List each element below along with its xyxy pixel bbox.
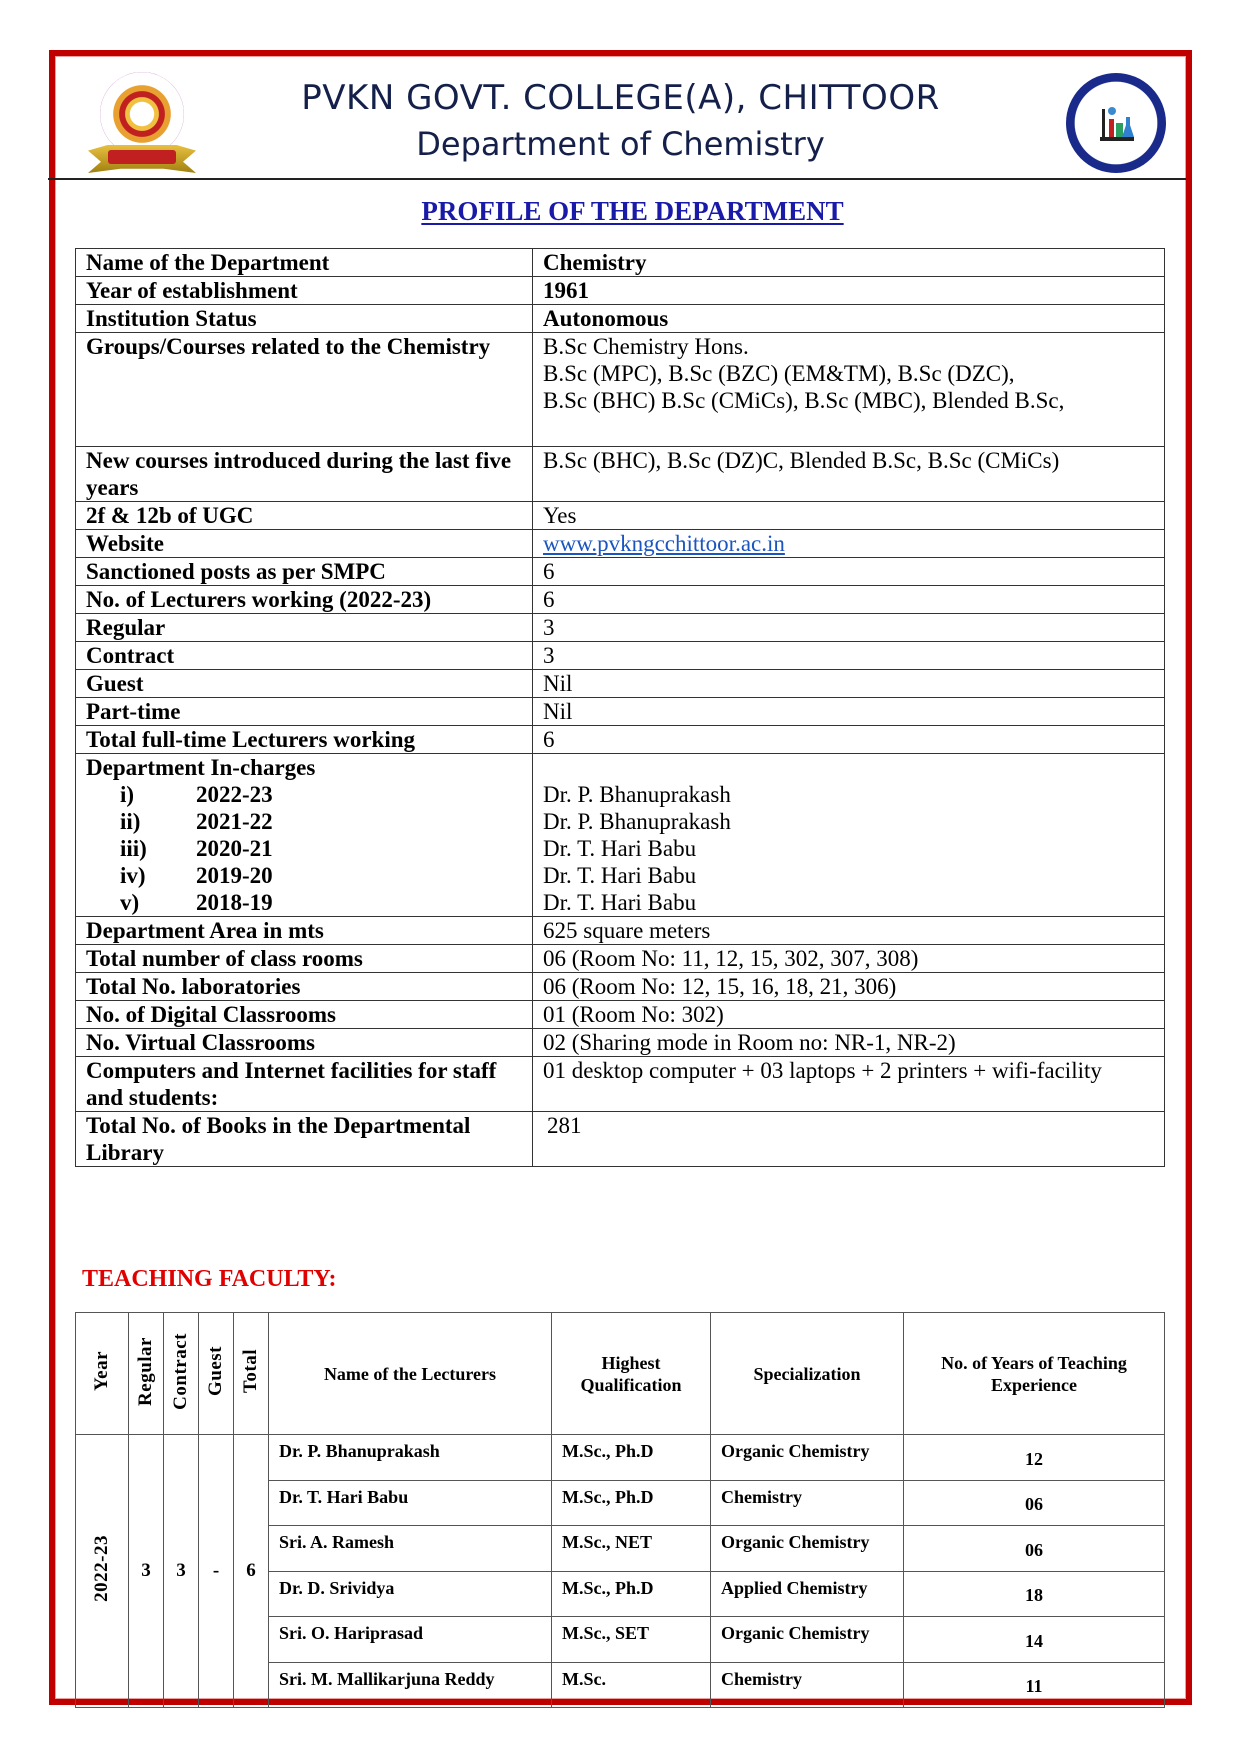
course-line: B.Sc (BHC) B.Sc (CMiCs), B.Sc (MBC), Blended B.Sc,: [543, 388, 1065, 413]
faculty-contract-count: 3: [164, 1435, 199, 1708]
column-header-qualification: Highest Qualification: [552, 1313, 711, 1435]
course-line: B.Sc Chemistry Hons.: [543, 334, 749, 359]
row-value: 625 square meters: [533, 917, 1165, 945]
row-value: Nil: [533, 698, 1165, 726]
lecturer-qualification: M.Sc., SET: [552, 1617, 711, 1663]
lecturer-name: Dr. T. Hari Babu: [269, 1480, 552, 1526]
lecturer-experience: 14: [904, 1617, 1165, 1663]
lecturer-specialization: Chemistry: [711, 1662, 904, 1708]
row-value: 6: [533, 586, 1165, 614]
row-value: 06 (Room No: 11, 12, 15, 302, 307, 308): [533, 945, 1165, 973]
row-label: Total full-time Lecturers working: [76, 726, 533, 754]
profile-table: [75, 248, 1165, 1167]
lecturer-experience: 18: [904, 1571, 1165, 1617]
row-value: 6: [533, 726, 1165, 754]
faculty-regular-count: 3: [129, 1435, 164, 1708]
row-label: Website: [76, 530, 533, 558]
column-header-year: Year: [91, 1351, 112, 1391]
profile-heading: PROFILE OF THE DEPARTMENT: [421, 196, 844, 226]
table-row: [76, 277, 1165, 305]
row-value: 1961: [533, 277, 1165, 305]
row-value: 01 desktop computer + 03 laptops + 2 printers + wifi-facility: [533, 1057, 1165, 1112]
table-row: [76, 614, 1165, 642]
table-row: [76, 530, 1165, 558]
row-label: Computers and Internet facilities for staff and students:: [76, 1057, 533, 1112]
college-name: PVKN GOVT. COLLEGE(A), CHITTOOR: [301, 78, 940, 118]
row-label: Department Area in mts: [76, 917, 533, 945]
lecturer-qualification: M.Sc., Ph.D: [552, 1435, 711, 1481]
row-label: 2f & 12b of UGC: [76, 502, 533, 530]
column-header-guest: Guest: [205, 1346, 226, 1396]
row-value: Nil: [533, 670, 1165, 698]
lecturer-name: Sri. M. Mallikarjuna Reddy: [269, 1662, 552, 1708]
row-value: 3: [533, 642, 1165, 670]
row-value: 06 (Room No: 12, 15, 16, 18, 21, 306): [533, 973, 1165, 1001]
table-row: [76, 558, 1165, 586]
incharge-name: Dr. T. Hari Babu: [543, 890, 697, 915]
faculty-heading: TEACHING FACULTY:: [82, 1266, 337, 1292]
lecturer-specialization: Applied Chemistry: [711, 1571, 904, 1617]
table-row: [76, 670, 1165, 698]
lecturer-name: Sri. A. Ramesh: [269, 1526, 552, 1572]
row-label: Groups/Courses related to the Chemistry: [76, 333, 533, 447]
table-row: [76, 754, 1165, 917]
row-value: 01 (Room No: 302): [533, 1001, 1165, 1029]
lecturer-name: Sri. O. Hariprasad: [269, 1617, 552, 1663]
table-row: [76, 917, 1165, 945]
table-row: [76, 726, 1165, 754]
table-row: [76, 945, 1165, 973]
lecturer-qualification: M.Sc., NET: [552, 1526, 711, 1572]
lecturer-qualification: M.Sc., Ph.D: [552, 1571, 711, 1617]
row-label: Department In-charges: [86, 755, 316, 780]
table-row: [76, 1057, 1165, 1112]
faculty-header-row: [76, 1313, 1165, 1435]
row-label: No. of Lecturers working (2022-23): [76, 586, 533, 614]
lecturer-qualification: M.Sc., Ph.D: [552, 1480, 711, 1526]
table-row: [76, 973, 1165, 1001]
lecturer-specialization: Organic Chemistry: [711, 1526, 904, 1572]
lecturer-specialization: Organic Chemistry: [711, 1617, 904, 1663]
department-name: Department of Chemistry: [416, 125, 825, 163]
lecturer-name: Dr. P. Bhanuprakash: [269, 1435, 552, 1481]
incharge-name: Dr. T. Hari Babu: [543, 863, 697, 888]
row-label: Total No. laboratories: [76, 973, 533, 1001]
lecturer-experience: 12: [904, 1435, 1165, 1481]
row-label: Contract: [76, 642, 533, 670]
table-row: [76, 1029, 1165, 1057]
course-line: B.Sc (MPC), B.Sc (BZC) (EM&TM), B.Sc (DZC),: [543, 361, 1015, 386]
table-row: [76, 586, 1165, 614]
row-value: 6: [533, 558, 1165, 586]
lecturer-qualification: M.Sc.: [552, 1662, 711, 1708]
row-value: 281: [533, 1112, 1165, 1167]
row-label: Sanctioned posts as per SMPC: [76, 558, 533, 586]
row-value: 02 (Sharing mode in Room no: NR-1, NR-2): [533, 1029, 1165, 1057]
row-label: Regular: [76, 614, 533, 642]
column-header-contract: Contract: [170, 1332, 191, 1410]
column-header-total: Total: [240, 1348, 261, 1394]
faculty-table: [75, 1312, 1165, 1708]
website-link[interactable]: www.pvkngcchittoor.ac.in: [543, 531, 785, 556]
row-label: No. of Digital Classrooms: [76, 1001, 533, 1029]
row-label: Total number of class rooms: [76, 945, 533, 973]
lecturer-specialization: Chemistry: [711, 1480, 904, 1526]
faculty-total-count: 6: [234, 1435, 269, 1708]
row-label: New courses introduced during the last five years: [76, 447, 533, 502]
row-value: [533, 333, 1165, 447]
table-row: [76, 447, 1165, 502]
column-header-name: Name of the Lecturers: [269, 1313, 552, 1435]
table-row: [76, 249, 1165, 277]
lecturer-specialization: Organic Chemistry: [711, 1435, 904, 1481]
table-row: [76, 305, 1165, 333]
row-value: Autonomous: [533, 305, 1165, 333]
header-divider: [48, 178, 1186, 180]
faculty-year: 2022-23: [91, 1534, 112, 1602]
faculty-guest-count: -: [199, 1435, 234, 1708]
row-label: No. Virtual Classrooms: [76, 1029, 533, 1057]
table-row: [76, 1001, 1165, 1029]
row-label: Guest: [76, 670, 533, 698]
table-row: [76, 642, 1165, 670]
row-label: Year of establishment: [76, 277, 533, 305]
table-row: [76, 333, 1165, 447]
incharge-year: iii) 2020-21: [120, 836, 273, 861]
row-label: Institution Status: [76, 305, 533, 333]
lecturer-name: Dr. D. Srividya: [269, 1571, 552, 1617]
table-row: [76, 1435, 1165, 1481]
column-header-experience: No. of Years of Teaching Experience: [904, 1313, 1165, 1435]
table-row: [76, 502, 1165, 530]
incharge-name: Dr. P. Bhanuprakash: [543, 809, 731, 834]
lecturer-experience: 06: [904, 1526, 1165, 1572]
row-label: Name of the Department: [76, 249, 533, 277]
row-value: Yes: [533, 502, 1165, 530]
incharge-year: ii) 2021-22: [120, 809, 273, 834]
row-value: B.Sc (BHC), B.Sc (DZ)C, Blended B.Sc, B.Sc (CMiCs): [533, 447, 1165, 502]
column-header-specialization: Specialization: [711, 1313, 904, 1435]
incharge-year: i) 2022-23: [120, 782, 273, 807]
row-value: 3: [533, 614, 1165, 642]
incharge-name: Dr. T. Hari Babu: [543, 836, 697, 861]
table-row: [76, 698, 1165, 726]
lecturer-experience: 11: [904, 1662, 1165, 1708]
table-row: [76, 1112, 1165, 1167]
column-header-regular: Regular: [135, 1336, 156, 1406]
incharge-year: v) 2018-19: [120, 890, 273, 915]
row-value: Chemistry: [533, 249, 1165, 277]
row-label: Part-time: [76, 698, 533, 726]
incharge-year: iv) 2019-20: [120, 863, 273, 888]
incharge-name: Dr. P. Bhanuprakash: [543, 782, 731, 807]
lecturer-experience: 06: [904, 1480, 1165, 1526]
row-label: Total No. of Books in the Departmental Library: [76, 1112, 533, 1167]
